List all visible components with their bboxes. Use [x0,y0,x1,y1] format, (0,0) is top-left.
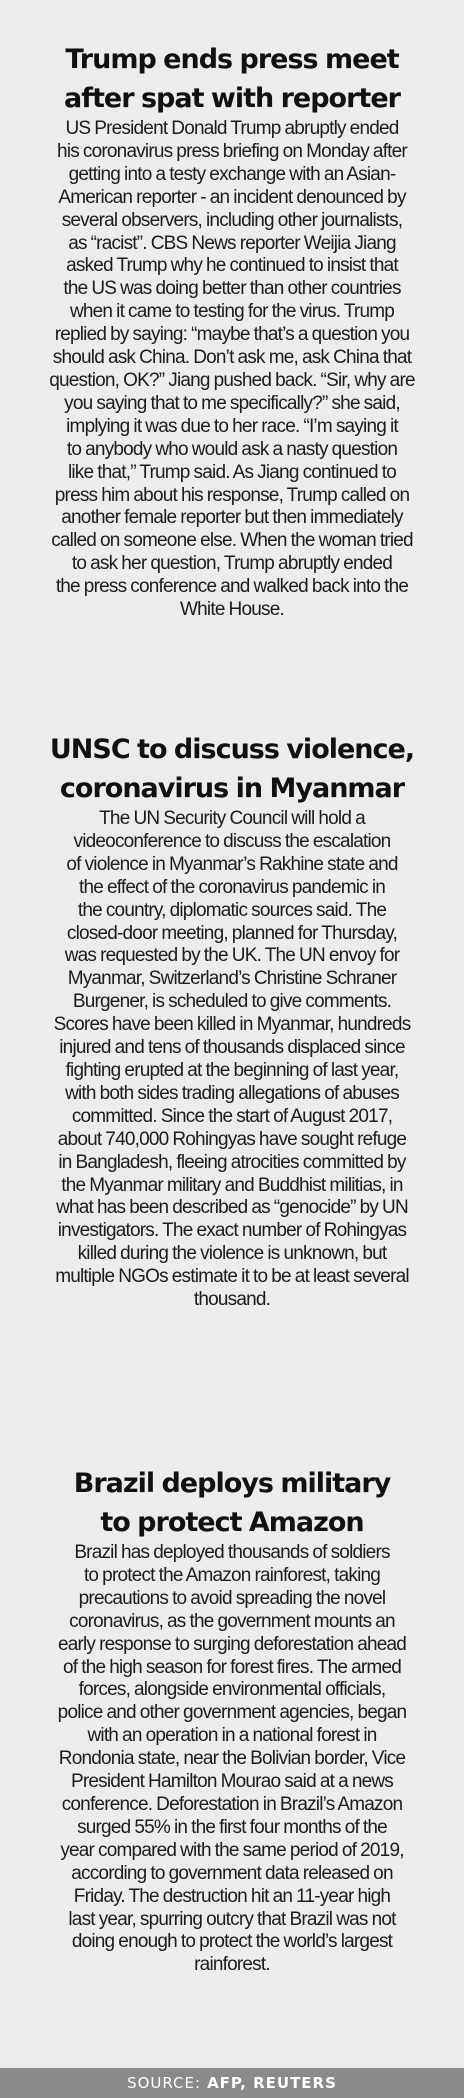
article-headline [28,40,436,118]
body-line: replied by saying: “maybe that’s a question you [54,324,410,346]
source-footer [0,2068,464,2098]
body-line: police and other government agencies, began [57,1702,407,1724]
body-line: to protect the Amazon rainforest, taking [83,1564,381,1586]
body-line: the effect of the coronavirus pandemic in [78,876,386,898]
body-line: like that,” Trump said. As Jiang continued to [67,461,397,483]
body-line: doing enough to protect the world’s largest [71,1931,393,1953]
body-line: killed during the violence is unknown, but [77,1243,387,1265]
body-line: videoconference to discuss the escalation [73,830,391,852]
body-line: surged 55% in the first four months of the [77,1816,387,1838]
body-line: closed-door meeting, planned for Thursday, [66,922,398,944]
body-line: question, OK?” Jiang pushed back. “Sir, why are [49,369,415,391]
body-line: in Bangladesh, fleeing atrocities committed by [58,1151,406,1173]
headline-line: to protect Amazon [100,1507,364,1538]
body-line: investigators. The exact number of Rohingyas [57,1220,407,1242]
body-line: of the high season for forest fires. The armed [63,1656,401,1678]
body-line: his coronavirus press briefing on Monday after [57,140,407,162]
body-line: injured and tens of thousands displaced since [59,1037,405,1059]
body-line: with both sides trading allegations of abuses [65,1082,399,1104]
body-line: several observers, including other journalists, [61,209,403,231]
body-line: about 740,000 Rohingyas have sought refuge [57,1128,407,1150]
body-line: was requested by the UK. The UN envoy for [64,945,400,967]
body-line: according to government data released on [71,1862,393,1884]
article-unsc-myanmar [28,730,436,1312]
article-body [28,118,436,622]
body-line: fighting erupted at the beginning of last year, [65,1059,399,1081]
body-line: The UN Security Council will hold a [99,808,365,829]
body-line: early response to surging deforestation ahead [57,1633,407,1655]
source-names: AFP, REUTERS [207,2074,337,2092]
body-line: last year, spurring outcry that Brazil was not [68,1908,396,1930]
body-line: Burgener, is scheduled to give comments. [72,991,392,1013]
article-headline [28,730,436,808]
body-line: should ask China. Don’t ask me, ask China that [52,347,412,369]
body-line: coronavirus, as the government mounts an [69,1610,395,1632]
article-brazil-amazon [28,1464,436,1977]
body-line: implying it was due to her race. “I’m saying it [66,415,398,437]
body-line: getting into a testy exchange with an Asian- [68,163,396,185]
body-line: the country, diplomatic sources said. The [77,899,387,921]
body-line: when it came to testing for the virus. Trump [69,301,395,323]
body-line: multiple NGOs estimate it to be at least several [55,1266,409,1288]
body-line: the Myanmar military and Buddhist militias, in [61,1174,403,1196]
body-line: the press conference and walked back into the [55,576,409,598]
body-line: Rondonia state, near the Bolivian border, Vice [58,1748,406,1770]
body-line: President Hamilton Mourao said at a news [71,1771,393,1793]
body-line: Brazil has deployed thousands of soldiers [74,1542,390,1563]
body-line: committed. Since the start of August 2017, [71,1105,393,1127]
source-label: SOURCE: [127,2074,202,2092]
body-line: to anybody who would ask a nasty question [66,438,398,460]
body-line: Myanmar, Switzerland’s Christine Schraner [67,968,397,990]
body-line: rainforest. [194,1954,270,1976]
body-line: US President Donald Trump abruptly ended [65,118,399,139]
body-line: American reporter - an incident denounced by [58,186,406,208]
headline-line: UNSC to discuss violence, [49,734,415,765]
body-line: precautions to avoid spreading the novel [78,1587,386,1609]
body-line: you saying that to me specifically?” she said, [64,392,400,414]
body-line: Scores have been killed in Myanmar, hundreds [53,1014,411,1036]
body-line: the US was doing better than other countries [63,278,401,300]
body-line: forces, alongside environmental officials, [78,1679,386,1701]
headline-line: Brazil deploys military [73,1468,391,1499]
article-headline [28,1464,436,1542]
body-line: of violence in Myanmar’s Rakhine state and [66,853,398,875]
article-body [28,808,436,1312]
body-line: Friday. The destruction hit an 11-year high [73,1885,391,1907]
body-line: asked Trump why he continued to insist that [66,255,398,277]
body-line: called on someone else. When the woman tried [51,530,413,552]
headline-line: coronavirus in Myanmar [59,773,405,804]
body-line: with an operation in a national forest in [87,1725,377,1747]
article-body [28,1542,436,1977]
article-trump-press-meet [28,40,436,622]
headline-line: after spat with reporter [64,83,400,114]
body-line: what has been described as “genocide” by UN [56,1197,408,1219]
body-line: as “racist”. CBS News reporter Weijia Jiang [68,232,396,254]
headline-line: Trump ends press meet [65,44,399,75]
body-line: thousand. [193,1289,271,1311]
body-line: press him about his response, Trump called on [54,484,410,506]
body-line: to ask her question, Trump abruptly ended [71,553,393,575]
body-line: White House. [180,599,284,621]
body-line: another female reporter but then immediately [61,507,403,529]
body-line: year compared with the same period of 2019, [60,1839,404,1861]
body-line: conference. Deforestation in Brazil’s Amazon [61,1793,403,1815]
